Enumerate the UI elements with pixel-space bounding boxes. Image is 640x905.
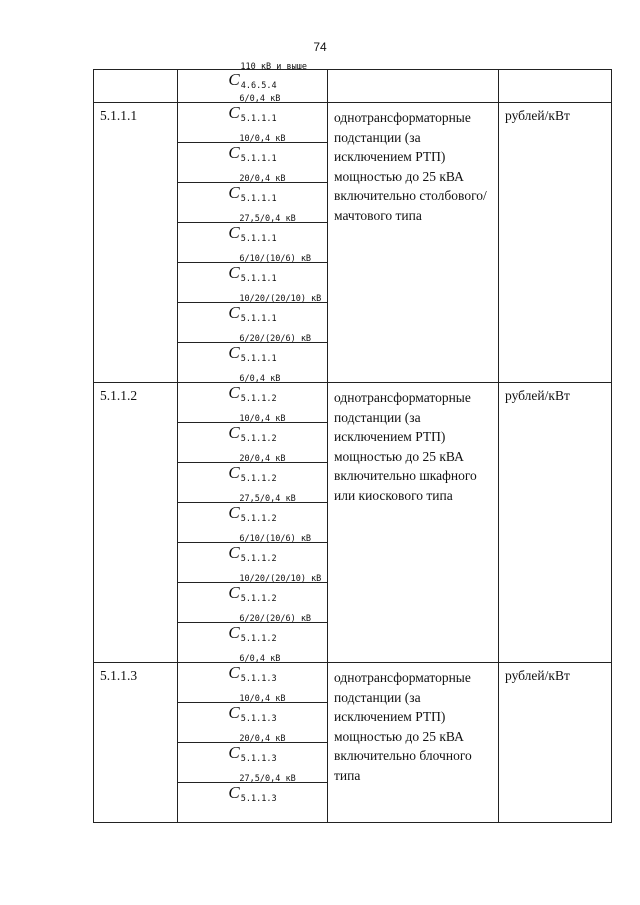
- rate-symbol: C 10/0,4 кВ 5.1.1.2: [228, 414, 286, 444]
- symbol-superscript: 27,5/0,4 кВ: [239, 774, 296, 784]
- symbol-subscript: 5.1.1.2: [240, 514, 277, 524]
- symbol-subscript: 5.1.1.2: [240, 594, 277, 604]
- symbol-superscript: 20/0,4 кВ: [239, 454, 286, 464]
- rate-symbol: C 6/10/(10/6) кВ 5.1.1.1: [228, 254, 312, 284]
- rate-symbol: C 27,5/0,4 кВ 5.1.1.3: [228, 774, 296, 804]
- symbol-superscript: 10/0,4 кВ: [239, 694, 286, 704]
- code-cell: 5.1.1.1: [94, 103, 178, 383]
- symbol-superscript: 27,5/0,4 кВ: [239, 214, 296, 224]
- unit-cell-empty: [499, 70, 612, 103]
- tariff-table-body: [94, 62, 612, 823]
- symbol-subscript: 5.1.1.2: [240, 554, 277, 564]
- symbol-superscript: 20/0,4 кВ: [239, 734, 286, 744]
- symbol-subscript: 5.1.1.2: [240, 434, 277, 444]
- page-number: 74: [313, 40, 327, 54]
- rate-symbol: C 6/0,4 кВ 5.1.1.2: [228, 374, 281, 404]
- symbol-subscript: 5.1.1.1: [240, 274, 277, 284]
- description-cell: однотрансформаторные подстанции (за исключением РТП) мощностью до 25 кВА включительно столбового/мачтового типа: [328, 103, 499, 383]
- description-cell: однотрансформаторные подстанции (за исключением РТП) мощностью до 25 кВА включительно блочного типа: [328, 663, 499, 823]
- rate-symbol: C 6/0,4 кВ 5.1.1.1: [228, 94, 281, 124]
- rate-symbol: C 10/0,4 кВ 5.1.1.1: [228, 134, 286, 164]
- symbol-superscript: 10/0,4 кВ: [239, 134, 286, 144]
- rate-symbol: C 10/20/(20/10) кВ 5.1.1.1: [228, 294, 322, 324]
- symbol-subscript: 5.1.1.3: [240, 714, 277, 724]
- symbol-superscript: 110 кВ и выше: [240, 62, 307, 72]
- symbol-subscript: 5.1.1.3: [240, 754, 277, 764]
- symbol-subscript: 4.6.5.4: [240, 81, 277, 91]
- symbol-superscript: 6/10/(10/6) кВ: [239, 254, 312, 264]
- symbol-subscript: 5.1.1.1: [240, 114, 277, 124]
- code-cell: 5.1.1.3: [94, 663, 178, 823]
- symbol-superscript: 6/20/(20/6) кВ: [239, 334, 312, 344]
- symbol-subscript: 5.1.1.2: [240, 394, 277, 404]
- unit-cell: рублей/кВт: [499, 103, 612, 383]
- description-cell-empty: [328, 70, 499, 103]
- symbol-superscript: 10/20/(20/10) кВ: [239, 294, 322, 304]
- symbol-subscript: 5.1.1.3: [240, 794, 277, 804]
- tariff-table: [93, 62, 612, 823]
- symbol-subscript: 5.1.1.1: [240, 314, 277, 324]
- symbol-subscript: 5.1.1.2: [240, 634, 277, 644]
- symbol-superscript: 20/0,4 кВ: [239, 174, 286, 184]
- symbol-superscript: 6/0,4 кВ: [239, 374, 281, 384]
- unit-cell: рублей/кВт: [499, 663, 612, 823]
- rate-symbol: C 6/10/(10/6) кВ 5.1.1.2: [228, 534, 312, 564]
- code-cell: 5.1.1.2: [94, 383, 178, 663]
- rate-symbol: C 6/0,4 кВ 5.1.1.3: [228, 654, 281, 684]
- rate-symbol: C 6/20/(20/6) кВ 5.1.1.2: [228, 614, 312, 644]
- unit-cell: рублей/кВт: [499, 383, 612, 663]
- symbol-subscript: 5.1.1.1: [240, 194, 277, 204]
- rate-symbol: C 6/20/(20/6) кВ 5.1.1.1: [228, 334, 312, 364]
- rate-symbol: C 27,5/0,4 кВ 5.1.1.1: [228, 214, 296, 244]
- rate-symbol: C 27,5/0,4 кВ 5.1.1.2: [228, 494, 296, 524]
- rate-symbol: C 110 кВ и выше 4.6.5.4: [228, 62, 307, 91]
- rate-symbol: C 20/0,4 кВ 5.1.1.2: [228, 454, 286, 484]
- table-row: [94, 103, 612, 143]
- description-cell: однотрансформаторные подстанции (за исключением РТП) мощностью до 25 кВА включительно шкафного или киоскового типа: [328, 383, 499, 663]
- rate-symbol: C 20/0,4 кВ 5.1.1.3: [228, 734, 286, 764]
- symbol-superscript: 27,5/0,4 кВ: [239, 494, 296, 504]
- symbol-cell: [178, 774, 328, 823]
- symbol-subscript: 5.1.1.1: [240, 234, 277, 244]
- rate-symbol: C 10/20/(20/10) кВ 5.1.1.2: [228, 574, 322, 604]
- symbol-subscript: 5.1.1.2: [240, 474, 277, 484]
- table-row: [94, 383, 612, 423]
- table-row-continuation: [94, 70, 612, 103]
- symbol-superscript: 10/0,4 кВ: [239, 414, 286, 424]
- symbol-superscript: 10/20/(20/10) кВ: [239, 574, 322, 584]
- symbol-superscript: 6/10/(10/6) кВ: [239, 534, 312, 544]
- code-cell-empty: [94, 70, 178, 103]
- table-row: [94, 663, 612, 703]
- symbol-superscript: 6/20/(20/6) кВ: [239, 614, 312, 624]
- symbol-subscript: 5.1.1.1: [240, 154, 277, 164]
- symbol-subscript: 5.1.1.3: [240, 674, 277, 684]
- rate-symbol: C 10/0,4 кВ 5.1.1.3: [228, 694, 286, 724]
- symbol-subscript: 5.1.1.1: [240, 354, 277, 364]
- symbol-superscript: 6/0,4 кВ: [239, 654, 281, 664]
- symbol-superscript: 6/0,4 кВ: [239, 94, 281, 104]
- rate-symbol: C 20/0,4 кВ 5.1.1.1: [228, 174, 286, 204]
